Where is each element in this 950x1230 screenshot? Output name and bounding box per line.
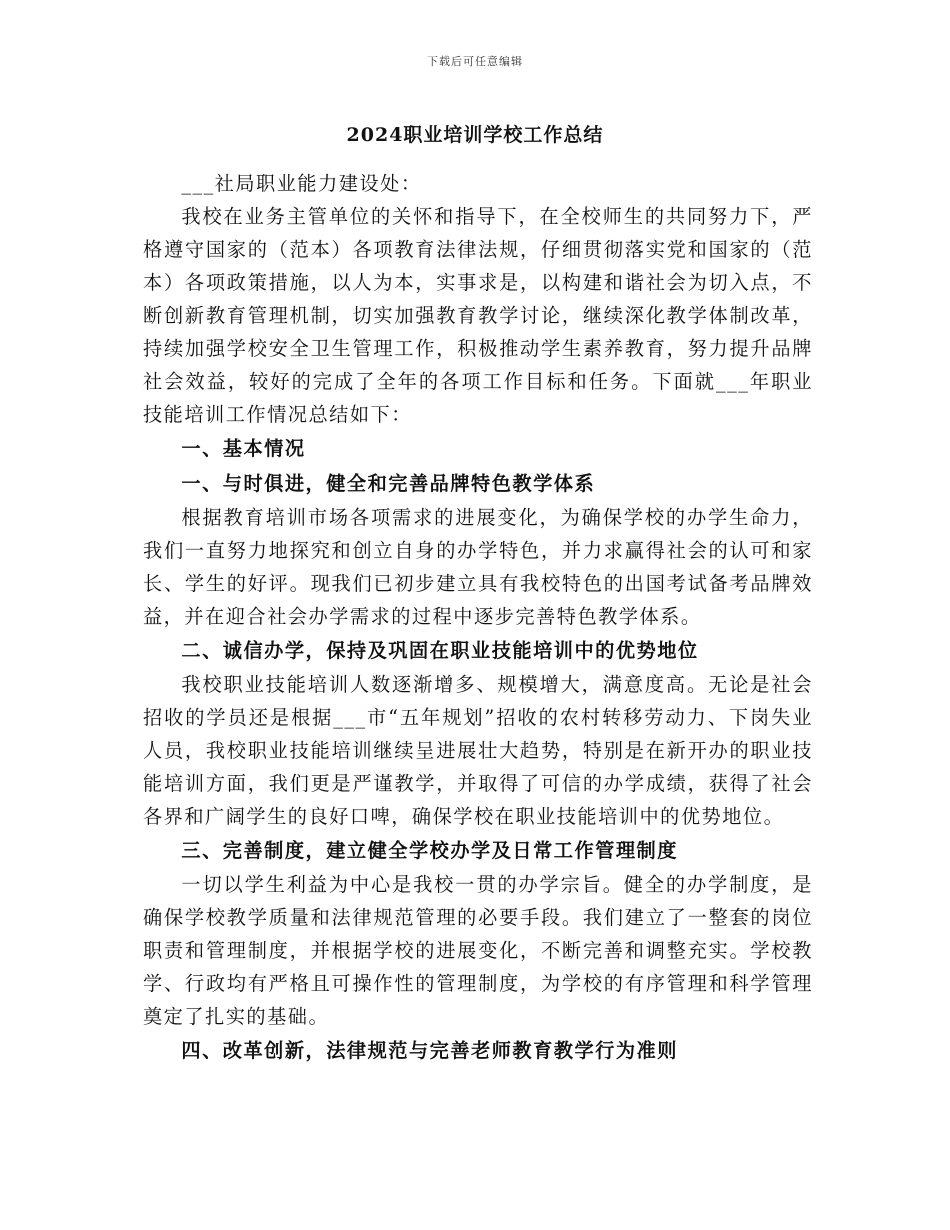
paragraph-3: 一切以学生利益为中心是我校一贯的办学宗旨。健全的办学制度，是确保学校教学质量和法律规范管理的必要手段。我们建立了一整套的岗位职责和管理制度，并根据学校的进展变化，不断完善和调整充实。学校教学、行政均有严格且可操作性的管理制度，为学校的有序管理和科学管理奠定了扎实的基础。	[143, 873, 813, 1028]
document-title: 2024职业培训学校工作总结	[346, 124, 604, 146]
section-heading-basic: 一、基本情况	[181, 437, 306, 460]
subheading-4: 四、改革创新，法律规范与完善老师教育教学行为准则	[181, 1039, 678, 1062]
paragraph-2: 我校职业技能培训人数逐渐增多、规模增大，满意度高。无论是社会招收的学员还是根据___市“五年规划”招收的农村转移劳动力、下岗失业人员，我校职业技能培训继续呈进展壮大趋势，特别是在新开办的职业技能培训方面，我们更是严谨教学，并取得了可信的办学成绩，获得了社会各界和广阔学生的良好口啤，确保学校在职业技能培训中的优势地位。	[143, 673, 813, 828]
subheading-3: 三、完善制度，建立健全学校办学及日常工作管理制度	[181, 839, 678, 862]
paragraph-1: 根据教育培训市场各项需求的进展变化，为确保学校的办学生命力，我们一直努力地探究和创立自身的办学特色，并力求赢得社会的认可和家长、学生的好评。现我们已初步建立具有我校特色的出国考试备考品牌效益，并在迎合社会办学需求的过程中逐步完善特色教学体系。	[143, 506, 813, 628]
salutation: ___社局职业能力建设处：	[181, 172, 422, 195]
intro-paragraph: 我校在业务主管单位的关怀和指导下，在全校师生的共同努力下，严格遵守国家的（范本）各项教育法律法规，仔细贯彻落实党和国家的（范本）各项政策措施，以人为本，实事求是，以构建和谐社会为切入点，不断创新教育管理机制，切实加强教育教学讨论，继续深化教学体制改革，持续加强学校安全卫生管理工作，积极推动学生素养教育，努力提升品牌社会效益，较好的完成了全年的各项工作目标和任务。下面就___年职业技能培训工作情况总结如下：	[143, 205, 813, 426]
document-body	[143, 167, 813, 1068]
page-header-note: 下载后可任意编辑	[427, 55, 523, 68]
subheading-2: 二、诚信办学，保持及巩固在职业技能培训中的优势地位	[181, 639, 699, 662]
subheading-1: 一、与时俱进，健全和完善品牌特色教学体系	[181, 472, 596, 495]
